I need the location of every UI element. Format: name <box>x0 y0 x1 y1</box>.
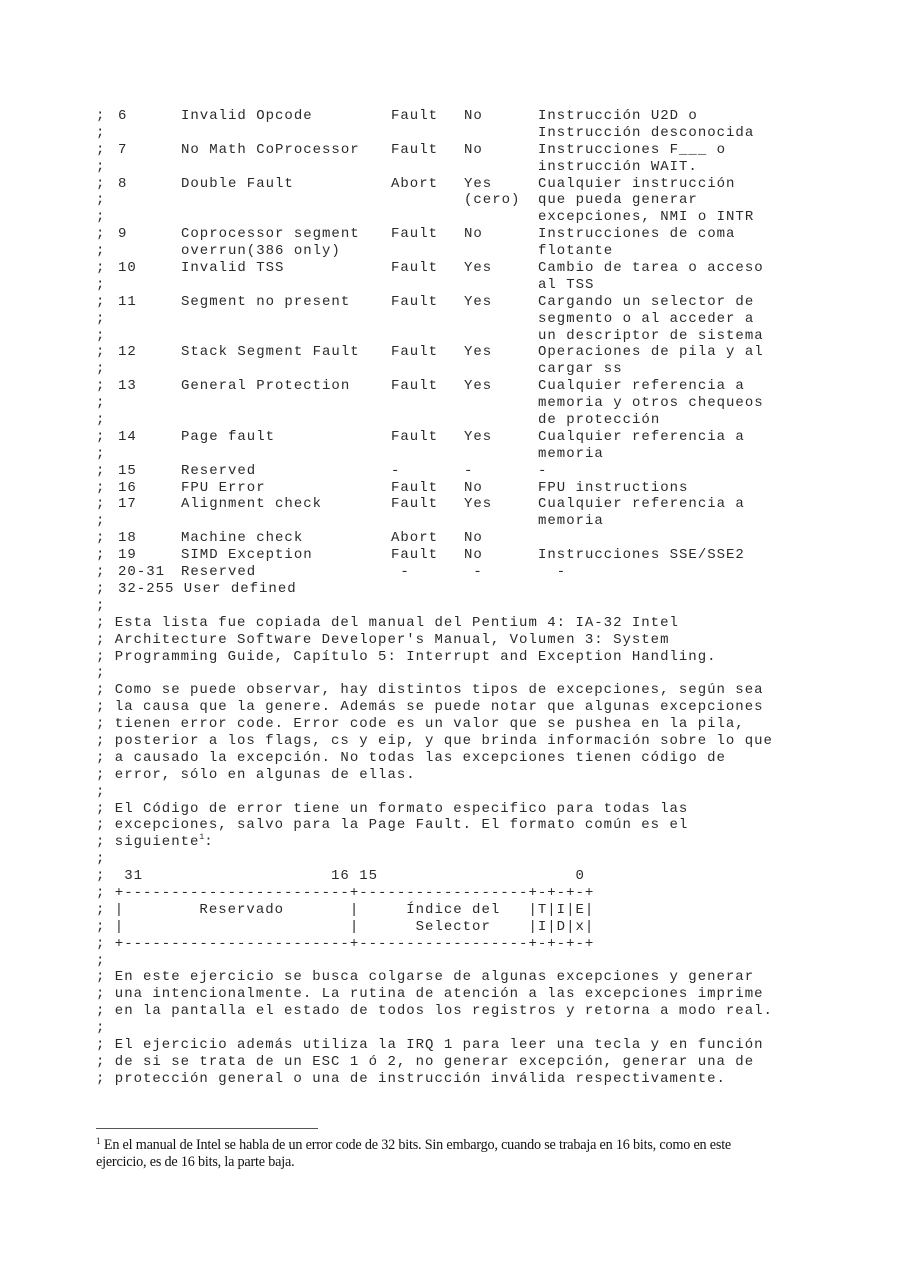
exception-type: - <box>391 462 401 479</box>
table-row <box>96 564 773 581</box>
comment-line: ; <box>96 952 106 969</box>
cause: al TSS <box>538 276 595 293</box>
error-code: No <box>464 547 483 564</box>
exception-type: Abort <box>391 530 439 547</box>
comment-marker: ; <box>96 412 106 429</box>
cause: cargar ss <box>538 361 623 378</box>
exception-type: - <box>391 564 410 581</box>
table-row <box>96 108 773 125</box>
comment-marker: ; <box>96 580 106 597</box>
error-code: Yes <box>464 175 493 192</box>
comment-line: ; protección general o una de instrucción inválida respectivamente. <box>96 1070 726 1087</box>
vector-number: 6 <box>118 108 128 124</box>
comment-block-error-format <box>96 851 773 1087</box>
vector-number: 13 <box>118 378 137 395</box>
cause: Cualquier referencia a <box>538 378 745 395</box>
footnote-text: En el manual de Intel se habla de un error code de 32 bits. Sin embargo, cuando se trabaja en 16 bits, como en este ejercicio, es de 16 bits, la parte baja. <box>96 1137 732 1170</box>
comment-marker: ; <box>96 496 106 513</box>
cause: Instrucciones F___ o <box>538 141 727 158</box>
cause: - <box>538 462 548 479</box>
comment-line: ; <box>96 597 106 614</box>
exception-type: Fault <box>391 141 439 158</box>
table-row <box>96 547 773 564</box>
exception-name: overrun(386 only) <box>181 243 341 260</box>
table-row <box>96 378 773 395</box>
comment-line: ; <box>96 1020 106 1037</box>
comment-line: ; de si se trata de un ESC 1 ó 2, no generar excepción, generar una de <box>96 1053 755 1070</box>
table-row <box>96 176 773 193</box>
exception-name: Segment no present <box>181 293 351 310</box>
comment-line: ; <box>96 783 106 800</box>
table-row <box>96 412 773 429</box>
cause: excepciones, NMI o INTR <box>538 209 755 226</box>
comment-line: ; El ejercicio además utiliza la IRQ 1 para leer una tecla y en función <box>96 1036 764 1053</box>
error-code: No <box>464 108 483 124</box>
comment-marker: ; <box>96 361 106 378</box>
table-row <box>96 395 773 412</box>
vector-number: 18 <box>118 530 137 547</box>
comment-marker: ; <box>96 108 106 124</box>
comment-marker: ; <box>96 547 106 564</box>
cause: Operaciones de pila y al <box>538 344 764 361</box>
vector-number: 15 <box>118 462 137 479</box>
table-row <box>96 142 773 159</box>
comment-line: ; posterior a los flags, cs y eip, y que brinda información sobre lo que <box>96 732 773 749</box>
vector-number: 11 <box>118 293 137 310</box>
comment-marker: ; <box>96 192 106 209</box>
cause: memoria <box>538 513 604 530</box>
vector-number: 19 <box>118 547 137 564</box>
exception-name: Double Fault <box>181 175 294 192</box>
exception-name: Invalid TSS <box>181 260 285 277</box>
comment-marker: ; <box>96 428 106 445</box>
table-row <box>96 125 773 142</box>
comment-marker: ; <box>96 260 106 277</box>
comment-line: ; Architecture Software Developer's Manual, Volumen 3: System <box>96 631 670 648</box>
cause: de protección <box>538 412 661 429</box>
error-code: - <box>464 462 474 479</box>
exception-name: Stack Segment Fault <box>181 344 360 361</box>
comment-line: ; El Código de error tiene un formato especifico para todas las <box>96 800 689 817</box>
exception-type: Fault <box>391 547 439 564</box>
vector-number: 10 <box>118 260 137 277</box>
table-row <box>96 328 773 345</box>
table-row <box>96 530 773 547</box>
table-row <box>96 209 773 226</box>
vector-number: 7 <box>118 141 128 158</box>
line-text: : <box>204 834 214 851</box>
comment-marker: ; <box>96 344 106 361</box>
exception-name: General Protection <box>181 378 351 395</box>
comment-line: ; en la pantalla el estado de todos los registros y retorna a modo real. <box>96 1003 773 1020</box>
error-code: No <box>464 141 483 158</box>
error-code: - <box>464 564 483 581</box>
exception-type: Fault <box>391 260 439 277</box>
vector-number: 16 <box>118 479 137 496</box>
comment-marker: ; <box>96 479 106 496</box>
exception-name: Coprocessor segment <box>181 226 360 243</box>
comment-line: ; +------------------------+------------------+-+-+-+ <box>96 884 595 901</box>
error-code: Yes <box>464 378 493 395</box>
table-row <box>96 226 773 243</box>
exception-type: Fault <box>391 293 439 310</box>
comment-marker: ; <box>96 243 106 260</box>
exception-type: Fault <box>391 108 439 124</box>
footnote-reference-line <box>96 834 773 851</box>
comment-line: ; | Reservado | Índice del |T|I|E| <box>96 901 595 918</box>
exception-table <box>96 108 773 598</box>
cause: instrucción WAIT. <box>538 158 698 175</box>
comment-marker: ; <box>96 175 106 192</box>
footnote-marker: 1 <box>96 1136 101 1146</box>
comment-marker: ; <box>96 327 106 344</box>
error-code: Yes <box>464 344 493 361</box>
comment-line: ; En este ejercicio se busca colgarse de algunas excepciones y generar <box>96 969 755 986</box>
comment-marker: ; <box>96 226 106 243</box>
vector-number: 20-31 <box>118 564 166 581</box>
error-code: Yes <box>464 496 493 513</box>
comment-marker: ; <box>96 158 106 175</box>
cause: flotante <box>538 243 614 260</box>
error-code: No <box>464 530 483 547</box>
comment-marker: ; <box>96 378 106 395</box>
comment-marker: ; <box>96 276 106 293</box>
table-row <box>96 311 773 328</box>
comment-line: ; a causado la excepción. No todas las excepciones tienen código de <box>96 749 726 766</box>
error-code: (cero) <box>464 192 521 209</box>
table-row <box>96 429 773 446</box>
table-row <box>96 294 773 311</box>
vector-number: 14 <box>118 428 137 445</box>
cause: Instrucción U2D o <box>538 108 698 124</box>
table-row <box>96 277 773 294</box>
comment-marker: ; <box>96 462 106 479</box>
comment-line: ; una intencionalmente. La rutina de atención a las excepciones imprime <box>96 986 764 1003</box>
cause: memoria <box>538 445 604 462</box>
error-code: No <box>464 479 483 496</box>
comment-marker: ; <box>96 209 106 226</box>
exception-type: Fault <box>391 226 439 243</box>
table-row <box>96 361 773 378</box>
comment-line: ; <box>96 851 106 868</box>
table-row <box>96 513 773 530</box>
comment-marker: ; <box>96 395 106 412</box>
line-text: ; siguiente <box>96 834 200 851</box>
table-row <box>96 260 773 277</box>
error-code: Yes <box>464 260 493 277</box>
table-row <box>96 192 773 209</box>
comment-line: ; | | Selector |I|D|x| <box>96 918 595 935</box>
vector-number: 9 <box>118 226 128 243</box>
table-row <box>96 446 773 463</box>
exception-name: Alignment check <box>181 496 323 513</box>
table-row <box>96 496 773 513</box>
table-row <box>96 344 773 361</box>
comment-marker: ; <box>96 513 106 530</box>
cause: Cargando un selector de <box>538 293 755 310</box>
comment-marker: ; <box>96 141 106 158</box>
exception-name: Reserved <box>181 462 257 479</box>
comment-marker: ; <box>96 124 106 141</box>
exception-name: SIMD Exception <box>181 547 313 564</box>
exception-type: Fault <box>391 496 439 513</box>
table-row <box>96 463 773 480</box>
table-row <box>96 243 773 260</box>
vector-number: 17 <box>118 496 137 513</box>
comment-line: ; excepciones, salvo para la Page Fault. El formato común es el <box>96 817 689 834</box>
comment-line: ; +------------------------+------------------+-+-+-+ <box>96 935 595 952</box>
exception-type: Fault <box>391 479 439 496</box>
comment-marker: ; <box>96 310 106 327</box>
comment-line: ; 31 16 15 0 <box>96 868 585 885</box>
cause: FPU instructions <box>538 479 689 496</box>
exception-type: Fault <box>391 378 439 395</box>
table-row <box>96 480 773 497</box>
comment-marker: ; <box>96 564 106 581</box>
comment-block-description <box>96 598 773 834</box>
exception-type: Abort <box>391 175 439 192</box>
vector-number: 12 <box>118 344 137 361</box>
exception-name: No Math CoProcessor <box>181 141 360 158</box>
exception-name: FPU Error <box>181 479 266 496</box>
comment-marker: ; <box>96 445 106 462</box>
exception-name: Reserved <box>181 564 257 581</box>
vector-number: 8 <box>118 175 128 192</box>
comment-line: ; Como se puede observar, hay distintos tipos de excepciones, según sea <box>96 682 764 699</box>
comment-line: ; tienen error code. Error code es un valor que se pushea en la pila, <box>96 716 745 733</box>
cause: Cualquier instrucción <box>538 175 736 192</box>
vector-number: 32-255 User defined <box>118 580 297 597</box>
cause: que pueda generar <box>538 192 698 209</box>
footnote-ref-marker[interactable]: 1 <box>199 833 205 843</box>
comment-marker: ; <box>96 530 106 547</box>
exception-name: Machine check <box>181 530 304 547</box>
exception-name: Page fault <box>181 428 276 445</box>
comment-marker: ; <box>96 293 106 310</box>
cause: Instrucciones SSE/SSE2 <box>538 547 745 564</box>
error-code: Yes <box>464 428 493 445</box>
error-code: No <box>464 226 483 243</box>
footnote <box>96 1137 776 1171</box>
comment-line: ; <box>96 665 106 682</box>
comment-line: ; la causa que la genere. Además se puede notar que algunas excepciones <box>96 699 764 716</box>
footnote-separator <box>96 1128 318 1129</box>
code-listing <box>96 108 773 1088</box>
cause: - <box>538 564 567 581</box>
cause: Cualquier referencia a <box>538 428 745 445</box>
cause: Cualquier referencia a <box>538 496 745 513</box>
cause: Instrucción desconocida <box>538 124 755 141</box>
comment-line: ; Programming Guide, Capítulo 5: Interrupt and Exception Handling. <box>96 648 717 665</box>
table-row <box>96 581 773 598</box>
cause: Cambio de tarea o acceso <box>538 260 764 277</box>
cause: un descriptor de sistema <box>538 327 764 344</box>
exception-type: Fault <box>391 344 439 361</box>
comment-line: ; Esta lista fue copiada del manual del Pentium 4: IA-32 Intel <box>96 614 679 631</box>
cause: segmento o al acceder a <box>538 310 755 327</box>
error-code: Yes <box>464 293 493 310</box>
comment-line: ; error, sólo en algunas de ellas. <box>96 766 416 783</box>
exception-name: Invalid Opcode <box>181 108 313 124</box>
cause: memoria y otros chequeos <box>538 395 764 412</box>
exception-type: Fault <box>391 428 439 445</box>
table-row <box>96 159 773 176</box>
cause: Instrucciones de coma <box>538 226 736 243</box>
